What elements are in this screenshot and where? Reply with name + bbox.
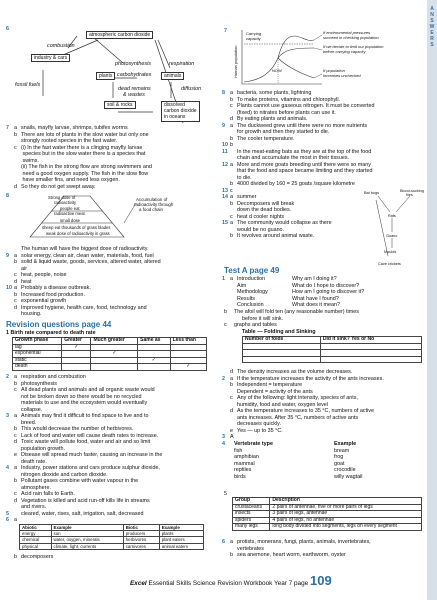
test-item-row: 1 a Introduction Why am I doing it? [222, 276, 337, 282]
answer-line: b Increased food production. [14, 291, 85, 298]
co2-box: atmospheric carbon dioxide [86, 31, 153, 39]
diagram-label: radioactivity [54, 200, 77, 205]
table-header: Biotic [123, 525, 159, 531]
table-row: physical climate, light, currents carnivores animal eaters [20, 543, 204, 549]
table-row: exponential ✓ [13, 351, 207, 358]
answer-line: decreases quickly. [237, 421, 281, 427]
graph-note: If we decide to limit our population [323, 44, 384, 49]
graph-note: increases unchecked [323, 73, 361, 78]
table-header: Less than [170, 338, 206, 345]
answer-line: 5 cleared, water, rises, salt, irrigation, salt, decreased [6, 510, 144, 517]
answer-line: 4 a Industry, power stations and cars produce sulphur dioxide, [6, 465, 160, 471]
answer-line: would be no guano. [237, 226, 285, 233]
answer-line: b Pollutant gases combine with water vapour in the [14, 478, 139, 484]
table-header: Number of folds [243, 337, 321, 344]
answer-line: d Toxic waste will pollute food, water and air and so limit [14, 439, 151, 445]
vertebrate-type: birds [234, 473, 246, 480]
item-letter: b [224, 309, 227, 315]
answer-line: Dependent = activity of the ants [237, 388, 313, 395]
diagram-label: people eat [60, 206, 80, 211]
answer-line: 6 a [6, 517, 17, 523]
answer-line: 8 a bacteria, some plants, lightning [222, 90, 312, 96]
answer-line: 2 a If the temperature increases the activity of the ants increases. [222, 375, 384, 382]
carrying-capacity-label: capacity [246, 36, 261, 41]
answer-line: b To make proteins, vitamins and chlorophyll. [230, 96, 341, 103]
test-item-row: Aim What do I hope to discover? [237, 282, 360, 289]
answer-line: b photosynthesis [14, 380, 57, 387]
answer-line: 13 c [222, 187, 233, 194]
graph-note: If environmental pressures [323, 30, 371, 35]
diagram-label: small dose [60, 218, 81, 223]
answer-line: d As the temperature increases to 35 °C, numbers of active [230, 408, 374, 414]
side-tab [427, 0, 437, 600]
cycle-label: Bat bugs [364, 191, 379, 195]
diagram-label: radioactivity through [134, 202, 174, 207]
answer-line: housing. [21, 311, 42, 317]
table-row: static ✓ [13, 357, 207, 364]
folding-sinking-table [242, 336, 422, 363]
table-row: energy sun producers plants [20, 531, 204, 537]
invertebrate-table [232, 497, 422, 531]
diagram-label: Strong dose of [48, 195, 76, 200]
answer-line: b This would decrease the number of herbivores. [14, 426, 134, 432]
answer-line: 6 a protists, monerans, fungi, plants, animals, invertebrates, [222, 539, 371, 545]
vertebrate-example: crocodile [334, 467, 356, 473]
answer-line: atmosphere. [21, 484, 51, 491]
answer-line: b It revolves around animal waste. [230, 233, 315, 239]
answer-line: swims. [21, 157, 39, 164]
cycle-label: Blood-sucking [400, 189, 424, 193]
answer-line: strongly rooted species in the fast water. [21, 138, 118, 144]
table-header: Same as [138, 338, 170, 345]
diagram-label: a food chain [139, 207, 163, 212]
answer-line: 10 a Probably a disease outbreak. [6, 285, 91, 291]
wastes-label: & wastes [123, 92, 145, 98]
answer-line: 10 b [222, 142, 233, 148]
answer-line: and rivers. [21, 504, 47, 510]
answer-line: that the food and space became limiting and they started [237, 168, 373, 174]
answer-line: to die. [237, 174, 252, 181]
answer-line: The human will have the biggest dose of radioactivity. [21, 246, 149, 252]
now-label: NOW [272, 68, 282, 73]
combustion-label: combustion [47, 43, 75, 49]
side-tab-label: A N S W E R S [429, 6, 435, 48]
answer-line: 9 a The duckweed grew until there were no more nutrients [222, 122, 368, 129]
cycle-label: Guano [386, 234, 398, 238]
table-row: crustaceans 2 pairs of antennae, five or more pairs of legs [233, 504, 422, 511]
answer-line: c Any of the following: light intensity, species of ants, [230, 395, 358, 401]
revision-heading: Revision questions page 44 [6, 320, 112, 329]
answer-line: b Decomposers will break [230, 200, 295, 207]
answer-line: b decomposers [14, 554, 54, 560]
answer-line: d heat [14, 278, 32, 285]
table-row: many legs long body divided into segments, legs on every segment [233, 524, 422, 531]
answer-line: ants increases. After 35 °C, numbers of active ants [237, 414, 359, 421]
cave-cycle-diagram [362, 188, 425, 268]
photosynthesis-label: photosynthesis [115, 61, 151, 67]
diagram-label: radioactive meat [54, 211, 85, 216]
answer-line: 7 a snails, mayfly larvae, shrimps, tubifex worms [6, 125, 128, 131]
answer-line: population growth. [21, 445, 66, 452]
respiration-label: respiration [169, 61, 195, 67]
answer-line: vertebrates [237, 545, 264, 552]
diffusion-label: diffusion [181, 86, 202, 92]
answer-line: c All dead plants and animals and all organic waste would [14, 387, 155, 393]
answer-line: c exponential growth [14, 298, 67, 304]
table-header: Example [51, 525, 123, 531]
population-graph [222, 28, 422, 88]
table-header: Much greater [91, 338, 138, 345]
answer-line: b There are lots of plants in the slow water but only one [14, 131, 149, 138]
cave-cycle-arrows [362, 188, 425, 268]
question-number: 5 [224, 491, 227, 497]
table-row: death ✓ [13, 364, 207, 371]
answer-line: air [21, 265, 27, 272]
vertebrate-type: reptiles [234, 467, 252, 473]
answer-line: 3 A [222, 434, 234, 440]
answer-line: death rate. [21, 458, 47, 465]
graph-note: before carrying capacity [323, 49, 366, 54]
test-item-row: Results What have I found? [237, 295, 339, 302]
vertebrate-example: frog [334, 454, 344, 460]
answer-line: (ii) The fish in the strong flow are strong swimmers and [21, 164, 152, 170]
answer-line: b The cooler temperature. [230, 135, 295, 142]
test-heading: Test A page 49 [224, 266, 280, 275]
answer-line: (fixed) to nitrates before plants can use it. [237, 109, 336, 116]
radioactivity-diagram [6, 193, 211, 245]
answer-line: 3 a Animals may find it difficult to find space to live and to [6, 413, 149, 419]
graph-note: succeed in checking population [323, 35, 379, 40]
book-title: Essential Skills Science Revision Workbook Year 7 page [146, 580, 310, 587]
answer-line: 4 [222, 440, 225, 447]
answer-line: c heat, people, noise [14, 272, 67, 278]
table-header: Example [159, 525, 203, 531]
answer-line: down the dead bodies. [237, 207, 292, 213]
page-number: 109 [310, 573, 332, 588]
answer-line: b Independent = temperature [230, 382, 303, 388]
table-header: Growth phase [13, 338, 62, 345]
answer-line: for growth and then they started to die. [237, 129, 330, 135]
table-row: insects 3 pairs of legs, antennae [233, 511, 422, 518]
table-header: Description [270, 498, 422, 505]
question-number: 7 [224, 28, 227, 34]
y-axis-label: Human population [233, 45, 238, 78]
question-number: 6 [6, 26, 9, 32]
vertebrate-example: goat [334, 460, 345, 467]
answer-line: c Acid rain falls to Earth. [14, 491, 75, 497]
abiotic-biotic-table [19, 524, 204, 550]
item-letter: c [224, 322, 227, 328]
cycle-label: Moulds [384, 250, 397, 254]
answer-line: b solid & liquid waste, goods, services, altered water, altered [14, 259, 161, 265]
answer-line: c Plants cannot use gaseous nitrogen. It must be converted [230, 103, 375, 109]
revision-q1: 1 Birth rate compared to death rate [6, 330, 96, 336]
answer-line: humidity, food and water, oxygen level [237, 401, 328, 408]
table-row: spiders 4 pairs of legs, no antennae [233, 517, 422, 524]
answer-line: b 4000 divided by 160 = 25 goats /square kilometre [230, 181, 355, 187]
answer-line: d Improved hygiene, health care, food, technology and [14, 304, 147, 311]
answer-line: 2 a respiration and combustion [6, 374, 86, 380]
question-number: 8 [6, 193, 9, 199]
animals-box: animals [161, 72, 184, 80]
cycle-label: Rats [388, 214, 396, 218]
diagram-label: sheep eat thousands of grass blades [42, 225, 111, 230]
answer-line: d By eating plants and animals. [230, 116, 308, 122]
answer-line: c (i) In the fast water there is a clinging mayfly larvae [14, 144, 143, 151]
answer-line: d So they do not get swept away. [14, 183, 96, 190]
vertebrate-type: mammal [234, 460, 255, 467]
answer-line: d The density increases as the volume decreases. [230, 369, 353, 375]
answer-line: e Yes — up to 35 °C. [230, 427, 283, 434]
answer-line: materials to use and the ecosystem would eventually [21, 400, 148, 406]
answer-line: c heat d cooler nights [230, 213, 285, 220]
diagram-label: weak dose of radioactivity in grass [46, 231, 110, 236]
table-header: Greater [62, 338, 91, 345]
cycle-label: Cave crickets [378, 262, 401, 266]
answer-line: not be broken down so there would be no recycled [21, 393, 142, 400]
vertebrate-example: willy wagtail [334, 473, 363, 480]
table-row: chemical water, oxygen, minerals herbivores plant eaters [20, 537, 204, 543]
answer-line: species but in the slow water there is a species that [21, 151, 146, 157]
carrying-capacity-label: Carrying [246, 31, 262, 36]
vertebrate-type: fish [234, 447, 243, 454]
answer-line: 12 a More and more goats breeding until there were so many [222, 161, 371, 168]
answer-line: need a good oxygen supply. The fish in the slow flow [21, 170, 149, 177]
answer-line: b sea anemone, heart worm, earthworm, oyster [230, 552, 346, 558]
table-header: Did it sink? Yes or No [320, 337, 421, 344]
answer-line: 15 a The community would collapse as there [222, 220, 332, 226]
column-heading: Vertebrate type [234, 441, 273, 447]
diagram-label: Accumulation of [136, 197, 168, 202]
vertebrate-example: bream [334, 447, 350, 454]
dissolved-box: dissolved carbon dioxide in oceans [161, 101, 200, 122]
test-item-row: Conclusion What does it mean? [237, 302, 340, 308]
answer-line: nitrogen dioxide and carbon dioxide. [21, 471, 108, 478]
test-item-row: Methodology How am I going to discover it? [237, 289, 365, 295]
table-row: lag ✓ [13, 344, 207, 351]
publisher-brand: Excel [130, 580, 147, 587]
vertebrate-type: amphibian [234, 454, 259, 460]
table-header: Abiotic [20, 525, 52, 531]
answer-line: e Disease will spread much faster, causing an increase in the [14, 452, 163, 458]
answer-line: d Vegetation is killed and acid run-off kills life in streams [14, 497, 150, 504]
table-header: Group [233, 498, 270, 505]
answer-line: 11 In the meat-eating bats as they are at the top of the food [222, 148, 372, 155]
column-heading: Example [334, 441, 357, 447]
answer-line: have smaller fins, and need less oxygen. [21, 177, 120, 183]
answer-line: 9 a solar energy, clean air, clean water, materials, food, fuel [6, 252, 154, 259]
answer-line: 14 a summer [222, 194, 257, 200]
graph-note: If population [323, 68, 345, 73]
growth-phase-table [12, 337, 207, 371]
soil-box: soil & rocks [104, 101, 136, 109]
answer-line: breed. [21, 419, 37, 426]
page-footer [130, 573, 332, 588]
answer-line: collapse. [21, 406, 43, 413]
fossil-fuels-label: fossil fuels [15, 82, 41, 88]
industry-box: industry & cars [31, 54, 70, 62]
carbohydrates-label: carbohydrates [117, 72, 152, 78]
cycle-label: flies [406, 193, 413, 197]
dead-remains-label: dead remains [118, 86, 151, 92]
answer-line: chain and accumulate the most in their tissues. [237, 155, 350, 161]
plants-box: plants [96, 72, 115, 80]
answer-line: c Lack of food and water will cause death rates to increase. [14, 432, 159, 439]
